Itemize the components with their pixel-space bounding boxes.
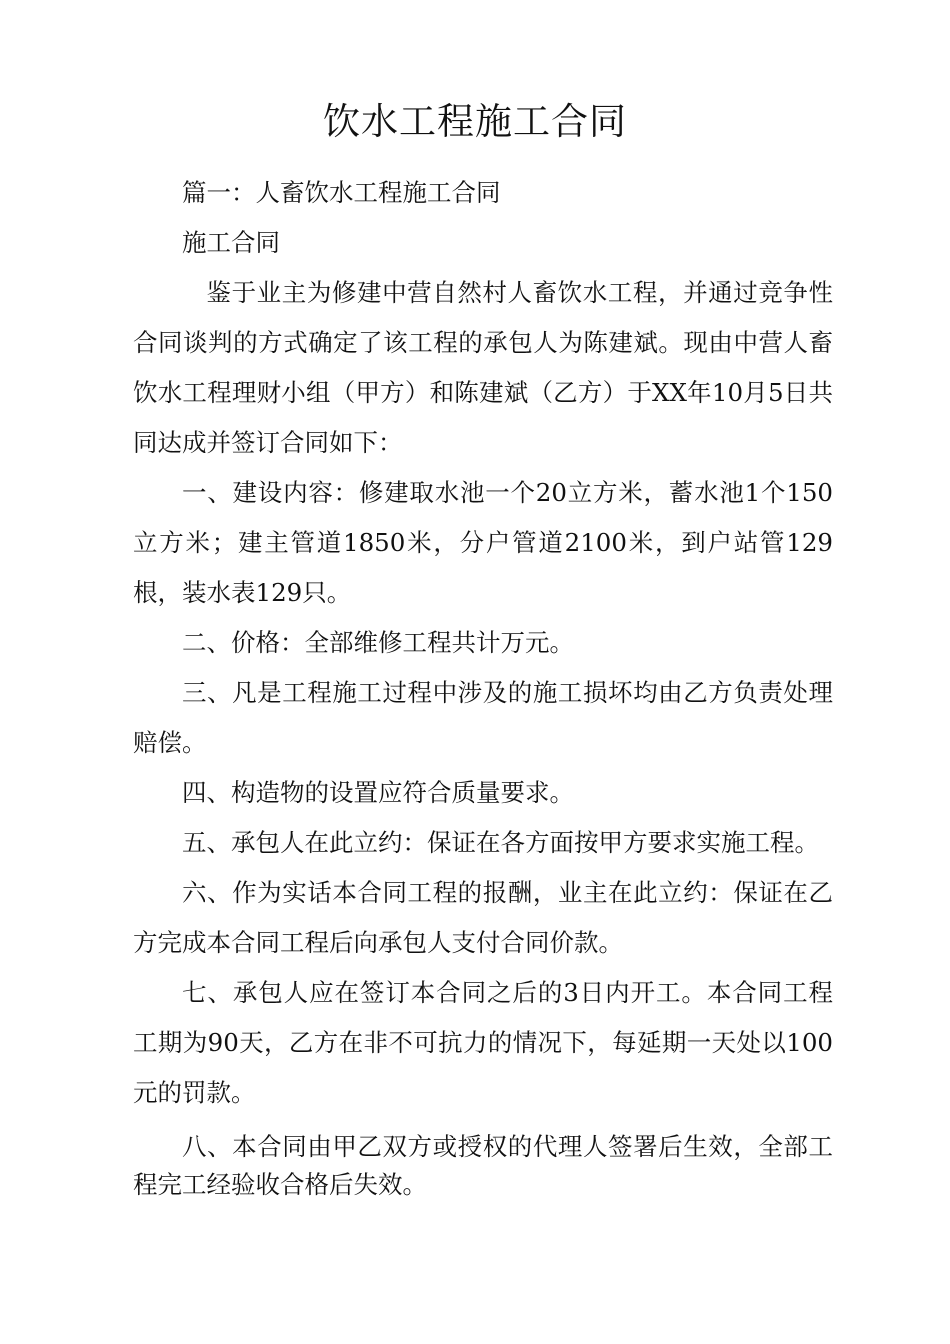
clause-8: 八、本合同由甲乙双方或授权的代理人签署后生效，全部工程完工经验收合格后失效。 xyxy=(133,1132,833,1199)
clause-6: 六、作为实话本合同工程的报酬，业主在此立约：保证在乙方完成本合同工程后向承包人支付合同价款。 xyxy=(133,878,833,957)
clause-4: 四、构造物的设置应符合质量要求。 xyxy=(182,778,574,807)
section-heading: 施工合同 xyxy=(182,228,280,257)
clause-1: 一、建设内容：修建取水池一个20立方米，蓄水池1个150立方米；建主管道1850米，分户管道2100米，到户站管129根，装水表129只。 xyxy=(133,478,833,607)
clause-3: 三、凡是工程施工过程中涉及的施工损坏均由乙方负责处理赔偿。 xyxy=(133,678,833,757)
clause-5: 五、承包人在此立约：保证在各方面按甲方要求实施工程。 xyxy=(182,828,819,857)
subtitle: 篇一：人畜饮水工程施工合同 xyxy=(182,178,501,207)
clause-7: 七、承包人应在签订本合同之后的3日内开工。本合同工程工期为90天，乙方在非不可抗力的情况下，每延期一天处以100元的罚款。 xyxy=(133,978,833,1107)
clause-2: 二、价格：全部维修工程共计万元。 xyxy=(182,628,574,657)
document-body xyxy=(133,168,833,1204)
preamble-paragraph: 鉴于业主为修建中营自然村人畜饮水工程，并通过竞争性合同谈判的方式确定了该工程的承包人为陈建斌。现由中营人畜饮水工程理财小组（甲方）和陈建斌（乙方）于XX年10月5日共同达成并签订合同如下： xyxy=(133,278,833,457)
document-title: 饮水工程施工合同 xyxy=(323,100,627,143)
